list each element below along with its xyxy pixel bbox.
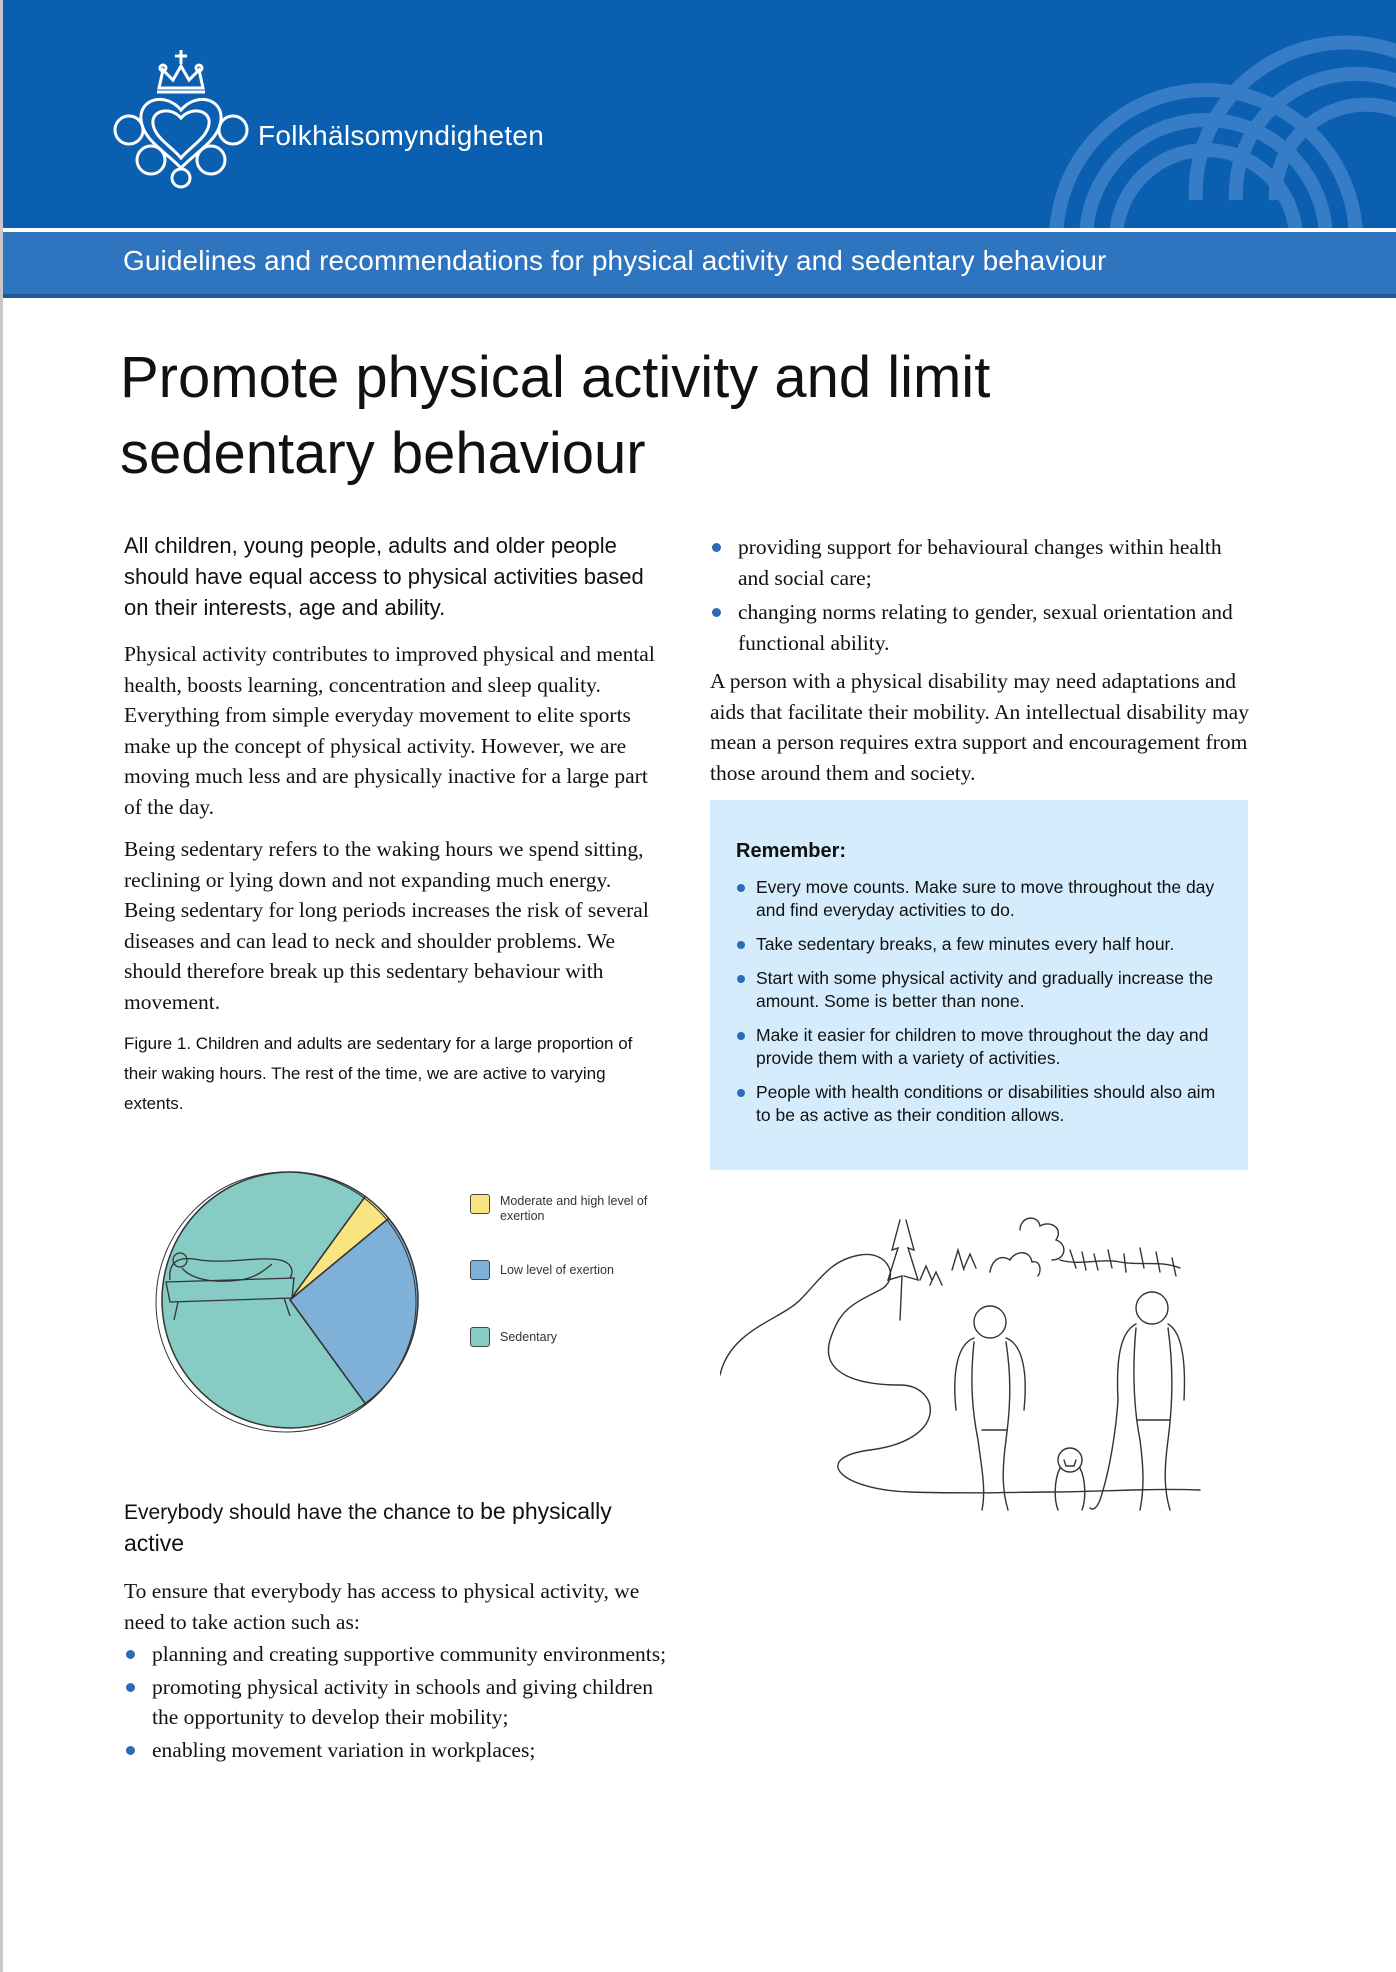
list-item — [124, 1672, 684, 1733]
intro-paragraph: All children, young people, adults and older people should have equal access to physical activities based on their interests, age and ability. — [124, 533, 644, 620]
subheading-part2: be physically — [480, 1498, 612, 1524]
pie-chart — [130, 1160, 650, 1440]
remember-box — [710, 800, 1248, 1170]
decorative-arcs-icon — [996, 0, 1396, 228]
list-item-text: Make it easier for children to move throughout the day and provide them with a variety of activities. — [756, 1025, 1209, 1068]
bullet-icon — [737, 1089, 745, 1097]
left-column — [124, 530, 664, 1119]
bullet-icon — [737, 884, 745, 892]
bullet-icon — [126, 1746, 135, 1755]
figure-caption: Figure 1. Children and adults are sedentary for a large proportion of their waking hours. The rest of the time, we are active to varying extents. — [124, 1034, 633, 1113]
header-banner — [3, 0, 1396, 228]
bullet-icon — [737, 975, 745, 983]
list-item — [734, 933, 1224, 956]
legend-swatch-sedentary — [470, 1327, 490, 1347]
list-item — [124, 1639, 684, 1670]
right-column — [710, 530, 1250, 800]
list-item-text: enabling movement variation in workplaces; — [152, 1737, 536, 1762]
legend-label-low: Low level of exertion — [500, 1263, 614, 1277]
list-item-text: Start with some physical activity and gradually increase the amount. Some is better than none. — [756, 968, 1214, 1011]
list-item-text: providing support for behavioural changes within health and social care; — [738, 535, 1222, 590]
bullet-icon — [126, 1683, 135, 1692]
page-title-line1: Promote physical activity and limit — [120, 345, 991, 410]
right-action-list — [710, 532, 1250, 658]
crown-logo-icon — [111, 40, 251, 190]
legend-label-sedentary: Sedentary — [500, 1330, 557, 1344]
subheader-divider — [3, 294, 1396, 298]
legend-swatch-low — [470, 1260, 490, 1280]
body-paragraph-1: Physical activity contributes to improved physical and mental health, boosts learning, concentration and sleep quality. Everything from simple everyday movement to elite sports make up the concept of physical activity. However, we are moving much less and are physically inactive for a large part of the day. — [124, 642, 655, 819]
list-item-text: planning and creating supportive community environments; — [152, 1642, 667, 1666]
list-item-text: People with health conditions or disabilities should also aim to be as active as their condition allows. — [756, 1082, 1216, 1125]
list-item — [734, 967, 1224, 1013]
subheading-part3: active — [124, 1530, 185, 1556]
pie-chart-svg — [130, 1160, 460, 1440]
list-item — [734, 1024, 1224, 1070]
bullet-icon — [737, 941, 745, 949]
list-item-text: promoting physical activity in schools and giving children the opportunity to develop their mobility; — [152, 1674, 653, 1729]
list-item-text: Take sedentary breaks, a few minutes every half hour. — [756, 934, 1175, 954]
legend-label-moderate: Moderate and high level of exertion — [500, 1194, 648, 1223]
page-title — [120, 340, 1120, 492]
disability-paragraph: A person with a physical disability may need adaptations and aids that facilitate their mobility. An intellectual disability may mean a person requires extra support and encouragement from those around them and society. — [710, 669, 1249, 785]
legend-swatch-moderate — [470, 1194, 490, 1214]
remember-title: Remember: — [736, 840, 847, 862]
people-walking-dog-illustration-icon — [720, 1210, 1240, 1570]
bullet-icon — [712, 608, 721, 617]
page-title-line2: sedentary behaviour — [120, 421, 646, 486]
body-paragraph-2: Being sedentary refers to the waking hours we spend sitting, reclining or lying down and not expanding much energy. Being sedentary for long periods increases the risk of several diseases and can lead to neck and shoulder problems. We should therefore break up this sedentary behaviour with movement. — [124, 837, 649, 1014]
bullet-icon — [737, 1032, 745, 1040]
subheading-part1: Everybody should have the chance to — [124, 1501, 481, 1524]
bullet-icon — [126, 1650, 135, 1659]
subheader-bar — [3, 232, 1396, 294]
list-item — [710, 597, 1250, 658]
list-item — [710, 532, 1250, 593]
action-list-block — [124, 1576, 684, 1767]
list-item-text: Every move counts. Make sure to move throughout the day and find everyday activities to do. — [756, 877, 1215, 920]
subheader-title: Guidelines and recommendations for physical activity and sedentary behaviour — [123, 245, 1107, 276]
remember-list — [734, 876, 1224, 1138]
list-item — [124, 1735, 684, 1766]
list-item — [734, 1081, 1224, 1127]
action-list — [124, 1639, 684, 1765]
brand-name: Folkhälsomyndigheten — [258, 120, 545, 151]
bullet-icon — [712, 543, 721, 552]
list-item-text: changing norms relating to gender, sexual orientation and functional ability. — [738, 600, 1233, 655]
list-item — [734, 876, 1224, 922]
section-subheading — [124, 1496, 664, 1560]
action-intro: To ensure that everybody has access to physical activity, we need to take action such as: — [124, 1579, 640, 1634]
